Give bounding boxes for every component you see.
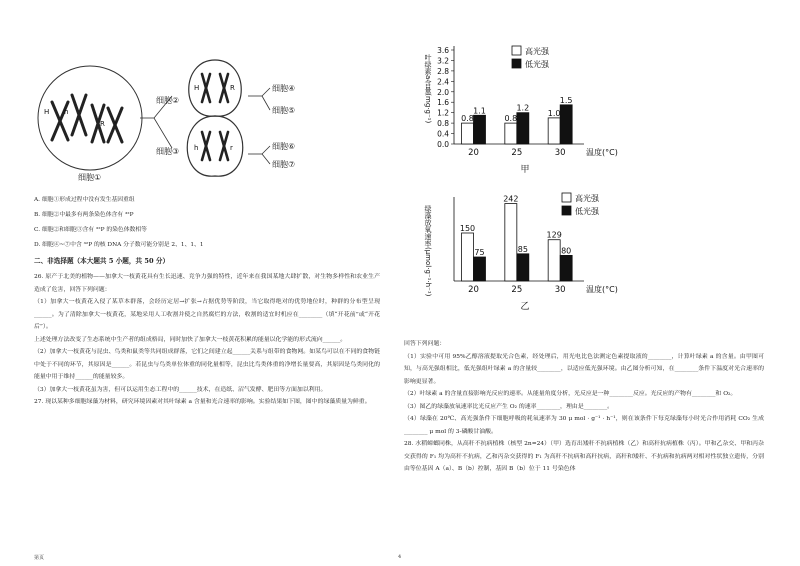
bar-高光强-25 [505,204,517,281]
svg-text:H: H [194,84,200,92]
q27-intro: 27. 现以某种多细胞绿藻为材料，研究环境因素对其叶绿素 a 含量和光合速率的影响。实验结果如下图，图中的绿藻质量为鲜重。 [34,399,371,405]
q27-part2: （2）叶绿素 a 的含量直接影响光反应的速率。从能量角度分析，光反应是一种________反应。光反应的产物有________和 O₂。 [404,391,737,397]
svg-text:r: r [230,144,233,152]
y-axis-label: 绿藻放氧速率(μmol·g⁻¹·h⁻¹) [424,205,432,297]
data-label: 242 [503,194,519,204]
chart-jia [420,40,650,185]
svg-text:h: h [194,144,199,152]
data-label: 1.5 [559,95,573,105]
option-c: C. 细胞②和细胞③含有 ³²P 的染色体数相等 [34,227,147,233]
q27-part1: （1）实验中可用 95%乙醇溶液提取光合色素，经处理后，用光电比色法测定色素提取液的________，计算叶绿素 a 的含量。由甲图可知，与高光强组相比，低光强组叶绿素 a 的含量较________，以适应低光强环境。由乙图分析可知，在________条件下温度对光合速率的影响更显著。 [404,353,764,385]
bar-低光强-20 [474,257,486,281]
y-tick-label: 3.2 [437,56,449,66]
x-axis-label: 温度(°C) [586,285,618,294]
svg-text:h: h [64,108,69,116]
bar-高光强-20 [462,123,474,144]
legend-swatch-高光强 [512,46,521,55]
legend-swatch-低光强 [562,206,571,215]
cell1-chromosomes [52,95,122,142]
bar-高光强-25 [505,123,517,144]
svg-text:r: r [114,120,117,128]
right-column [404,338,764,476]
legend-label: 高光强 [575,194,599,203]
left-column [34,196,380,409]
chart-caption: 乙 [520,302,530,312]
y-tick-label: 2.4 [437,77,449,87]
q27-part3: （3）图乙的绿藻放氧速率比光反应产生 O₂ 的速率________，理由是________。 [404,403,614,410]
legend-swatch-高光强 [562,193,571,202]
svg-text:R: R [100,120,105,128]
y-tick-label: 1.2 [437,108,449,118]
meiosis-diagram [30,50,330,190]
legend-swatch-低光强 [512,59,521,68]
legend-label: 高光强 [525,47,549,56]
q26-part2: （2）加拿大一枝黄花与昆虫、鸟类和鼠类等共同组成群落，它们之间建立起______关系与组带的食物网。如某鸟可以在不同的食物链中处于不同的环节，其原因是______。若昆虫与鸟类单位体重的同化量相等，昆虫比鸟类体重的净增长量要高，其原因是鸟类同化的能量中用于维持______的能量较多。 [34,349,380,380]
q27-part4: （4）绿藻在 20℃、高光强条件下细胞呼吸的耗氧速率为 30 μ mol · g⁻¹ · h⁻¹，则在该条件下每克绿藻每小时光合作用消耗 CO₂ 生成________ μ mol 的 3-磷酸甘油酸。 [404,416,764,435]
x-tick-label: 25 [511,285,523,295]
chart-yi [420,185,650,315]
data-label: 1.1 [473,106,486,116]
x-tick-label: 25 [511,148,523,158]
footer-center: 4 [398,554,402,560]
bar-高光强-30 [548,118,560,144]
legend-label: 低光强 [525,60,549,69]
x-tick-label: 30 [554,148,566,158]
bar-低光强-25 [517,254,529,281]
cell2-label: 细胞② [156,96,180,105]
cell4-label: 细胞④ [272,84,296,93]
cell7-label: 细胞⑦ [272,160,296,169]
option-d: D. 细胞④~⑦中含 ³²P 的核 DNA 分子数可能分别是 2、1、1、1 [34,242,204,248]
data-label: 1.0 [547,108,561,118]
y-tick-label: 2.0 [437,87,449,97]
y-tick-label: 3.6 [437,46,449,55]
y-axis-label: 叶绿素a含量(mg·g⁻¹) [424,54,432,124]
x-tick-label: 20 [468,285,479,295]
chart-caption: 甲 [520,165,530,175]
y-tick-label: 0.4 [437,129,449,139]
q26-part1b: 上述处理方法改变了生态系统中生产者的组成格局，同时加快了加拿大一枝黄花积累的能量以化学能的形式流向______。 [34,336,347,343]
y-tick-label: 1.6 [437,98,449,108]
section2-title: 二、非选择题（本大题共 5 小题，共 50 分） [34,257,170,265]
option-b: B. 细胞②中最多有两条染色体含有 ³²P [34,212,134,218]
data-label: 0.8 [461,114,474,124]
bar-高光强-30 [548,240,560,281]
data-label: 1.2 [516,103,530,113]
y-tick-label: 0.0 [437,140,449,149]
footer-left: 第页 [34,555,45,561]
data-label: 0.8 [504,114,518,124]
bar-低光强-30 [560,105,572,144]
data-label: 75 [474,248,485,257]
svg-text:R: R [230,84,235,92]
q26-part1: （1）加拿大一枝黄花入侵了某草本群落，会经历定居→扩张→占据优势等阶段，当它取得绝对的优势地位时，种群的分布型呈现______。为了清除加拿大一枝黄花，某地采用人工收割并使之自然腐烂的方法，收割的适宜时机应在________（填“开花前”或“开花后”）。 [34,299,380,330]
cell5-label: 细胞⑤ [272,106,296,115]
option-a: A. 细胞①形成过程中没有发生基因重组 [34,197,135,203]
q27-answer-prompt: 回答下列问题： [404,341,446,347]
x-tick-label: 30 [554,285,566,295]
data-label: 129 [546,230,562,240]
cell1-label: 细胞① [78,173,102,182]
q26-intro: 26. 原产于北美的植物——加拿大一枝黄花具有生长迅速、竞争力强的特性，近年来在我国某地大肆扩散，对生物多样性和农业生产造成了危害，回答下列问题： [34,274,380,293]
cell6-label: 细胞⑥ [272,142,296,151]
x-tick-label: 20 [468,148,479,158]
cell23-gene-labels [194,84,235,152]
bar-高光强-20 [462,233,474,281]
y-tick-label: 0.8 [437,119,449,129]
data-label: 150 [459,224,476,233]
bar-低光强-20 [474,115,486,144]
cell1-outline [38,66,142,170]
data-label: 85 [517,244,528,254]
q26-part3: （3）加拿大一枝黄花虽为害，但可以运用生态工程中的______技术，在造纸、沼气发酵、肥田等方面加以利用。 [34,386,327,393]
y-tick-label: 2.8 [437,66,449,76]
x-axis-label: 温度(°C) [586,148,618,157]
q28-text: 28. 水稻蟑螂同株，从高秆不抗病植株（核型 2n=24）（甲）选育出矮秆不抗病植株（乙）和高秆抗病植株（丙）。甲和乙杂交、甲和丙杂交获得的 F₁ 均为高秆不抗病，乙和丙杂交获得的 F₁ 为高秆不抗病和高秆抗病，高秆和矮秆、不抗病和抗病两对相对性状独立遗传，分别由等位基因 A（a）、B（b）控制，基因 B（b）位于 11 号染色体 [404,441,764,472]
svg-text:H: H [44,108,50,116]
data-label: 80 [561,246,572,256]
bar-低光强-30 [560,255,572,281]
bar-低光强-25 [517,113,529,144]
cell3-label: 细胞③ [156,147,180,156]
legend-label: 低光强 [575,207,599,216]
